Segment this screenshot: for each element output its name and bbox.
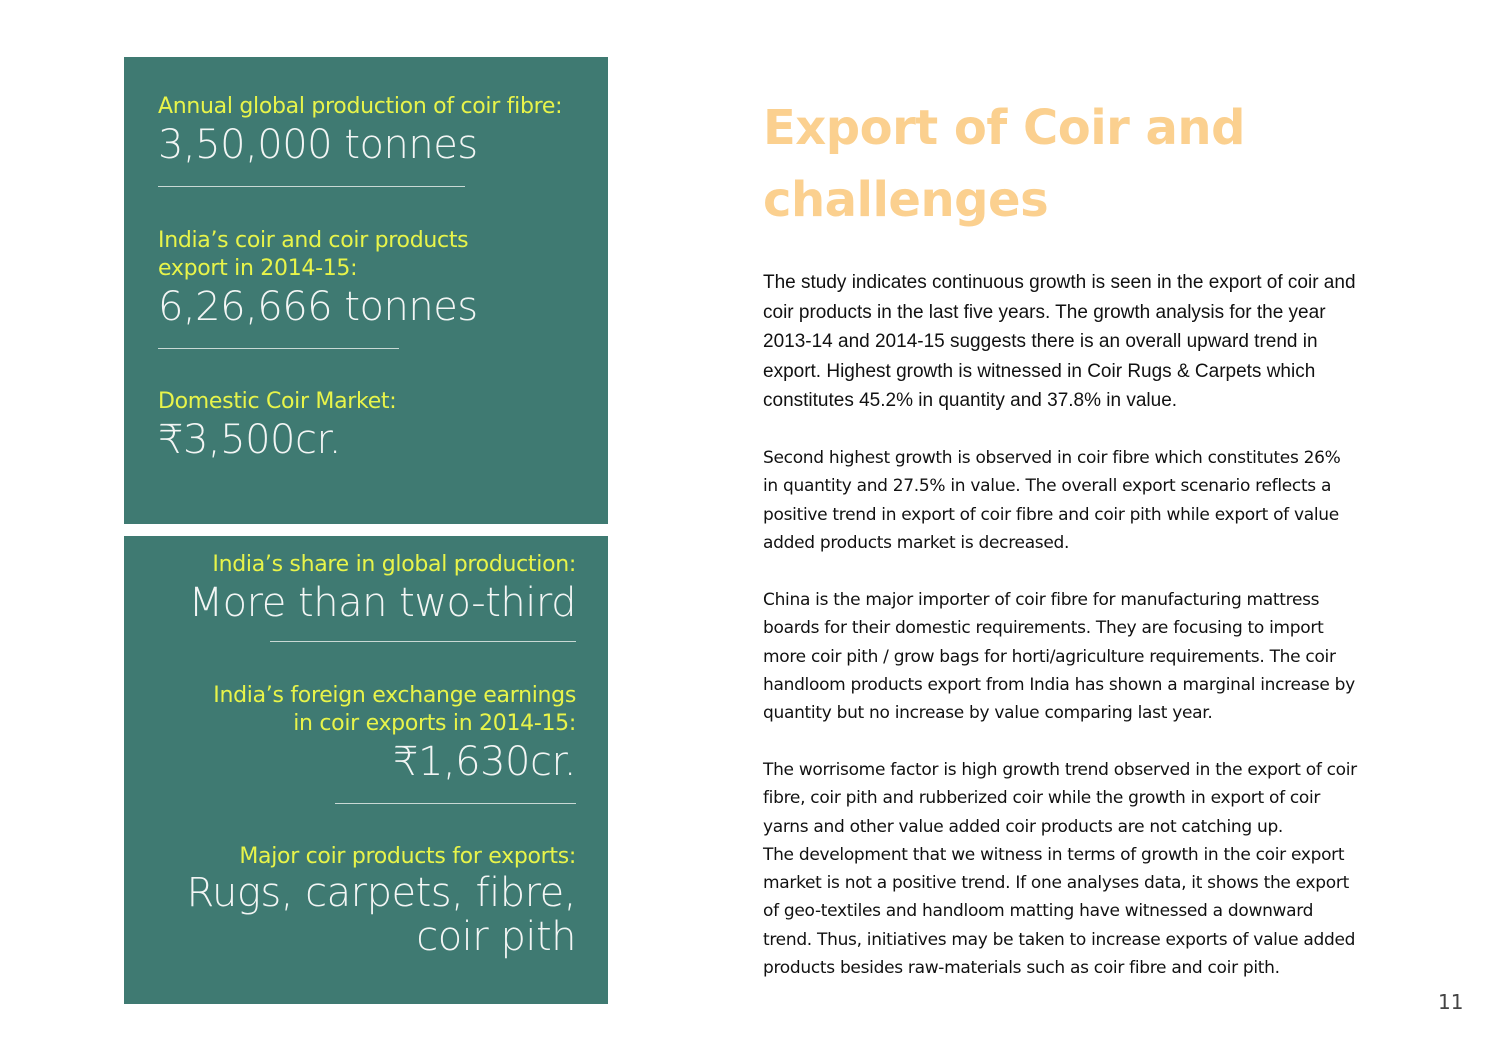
body-paragraph xyxy=(763,586,1443,727)
paragraph-line: export. Highest growth is witnessed in Coir Rugs & Carpets which xyxy=(763,360,1316,382)
stat-label xyxy=(158,93,562,121)
stat-label-line: India’s coir and coir products xyxy=(158,228,469,253)
stat-value-line: More than two-third xyxy=(188,580,576,626)
paragraph-line: of geo-textiles and handloom matting have witnessed a downward xyxy=(763,901,1314,922)
lead-paragraph xyxy=(763,268,1443,416)
stat-value-line: ₹1,630cr. xyxy=(393,739,576,785)
paragraph-line: yarns and other value added coir products are not catching up. xyxy=(763,816,1284,837)
stat-label xyxy=(213,682,576,738)
stat-india-export xyxy=(158,227,478,331)
stat-value xyxy=(158,121,562,169)
stat-label xyxy=(189,551,576,579)
stat-divider xyxy=(270,641,576,642)
stat-label xyxy=(158,388,396,416)
page-title-line: Export of Coir and xyxy=(763,100,1245,156)
stat-value-line: 6,26,666 tonnes xyxy=(158,284,478,330)
stat-global-production xyxy=(158,93,562,169)
stat-major-products xyxy=(187,843,577,959)
stat-label xyxy=(158,227,478,283)
paragraph-line: positive trend in export of coir fibre and coir pith while export of value xyxy=(763,504,1339,525)
paragraph-line: trend. Thus, initiatives may be taken to increase exports of value added xyxy=(763,929,1356,950)
paragraph-line: added products market is decreased. xyxy=(763,532,1070,553)
stat-label xyxy=(187,843,577,871)
page-title-line: challenges xyxy=(763,172,1049,228)
stat-global-share xyxy=(189,551,576,627)
paragraph-line: fibre, coir pith and rubberized coir while the growth in export of coir xyxy=(763,788,1321,809)
page-number: 11 xyxy=(1438,990,1464,1014)
stat-value-line: coir pith xyxy=(416,914,576,960)
paragraph-line: The worrisome factor is high growth trend observed in the export of coir xyxy=(763,760,1357,780)
body-paragraph xyxy=(763,444,1443,557)
paragraph-line: constitutes 45.2% in quantity and 37.8% in value. xyxy=(763,390,1178,411)
paragraph-line: The study indicates continuous growth is seen in the export of coir and xyxy=(763,272,1356,293)
stat-label-line: Annual global production of coir fibre: xyxy=(158,94,563,119)
paragraph-line: The development that we witness in terms of growth in the coir export xyxy=(763,844,1345,865)
stat-value-line: 3,50,000 tonnes xyxy=(158,122,478,168)
stat-divider xyxy=(335,803,576,804)
stat-divider xyxy=(158,348,399,349)
paragraph-line: boards for their domestic requirements. They are focusing to import xyxy=(763,618,1324,639)
stat-label-line: export in 2014-15: xyxy=(158,256,358,281)
page-title xyxy=(763,92,1403,236)
stat-label-line: India’s share in global production: xyxy=(212,552,576,577)
stats-panel-bottom xyxy=(124,536,608,1004)
stat-forex-earnings xyxy=(213,682,576,786)
paragraph-line: market is not a positive trend. If one analyses data, it shows the export xyxy=(763,873,1349,894)
stat-label-line: India’s foreign exchange earnings xyxy=(213,683,576,708)
stat-label-line: Domestic Coir Market: xyxy=(158,389,397,414)
paragraph-line: handloom products export from India has shown a marginal increase by xyxy=(763,674,1355,695)
stat-value-line: ₹3,500cr. xyxy=(158,417,341,463)
stat-value xyxy=(158,283,478,331)
paragraph-line: 2013-14 and 2014-15 suggests there is an overall upward trend in xyxy=(763,331,1318,352)
paragraph-line: coir products in the last five years. The growth analysis for the year xyxy=(763,301,1326,323)
paragraph-line: quantity but no increase by value comparing last year. xyxy=(763,703,1213,724)
stat-value xyxy=(213,738,576,786)
stats-panel-top xyxy=(124,57,608,524)
paragraph-line: products besides raw-materials such as coir fibre and coir pith. xyxy=(763,958,1280,979)
paragraph-line: Second highest growth is observed in coir fibre which constitutes 26% xyxy=(763,448,1341,468)
stat-divider xyxy=(158,186,465,187)
body-paragraph xyxy=(763,756,1443,982)
stat-value xyxy=(187,871,577,959)
stat-value-line: Rugs, carpets, fibre, xyxy=(186,870,576,916)
stat-value xyxy=(158,416,396,464)
stat-label-line: Major coir products for exports: xyxy=(239,844,576,869)
paragraph-line: China is the major importer of coir fibre for manufacturing mattress xyxy=(763,590,1320,610)
paragraph-line: more coir pith / grow bags for horti/agriculture requirements. The coir xyxy=(763,646,1336,667)
paragraph-line: in quantity and 27.5% in value. The overall export scenario reflects a xyxy=(763,476,1332,497)
stat-value xyxy=(189,579,576,627)
stat-domestic-market xyxy=(158,388,396,464)
stat-label-line: in coir exports in 2014-15: xyxy=(293,711,576,736)
